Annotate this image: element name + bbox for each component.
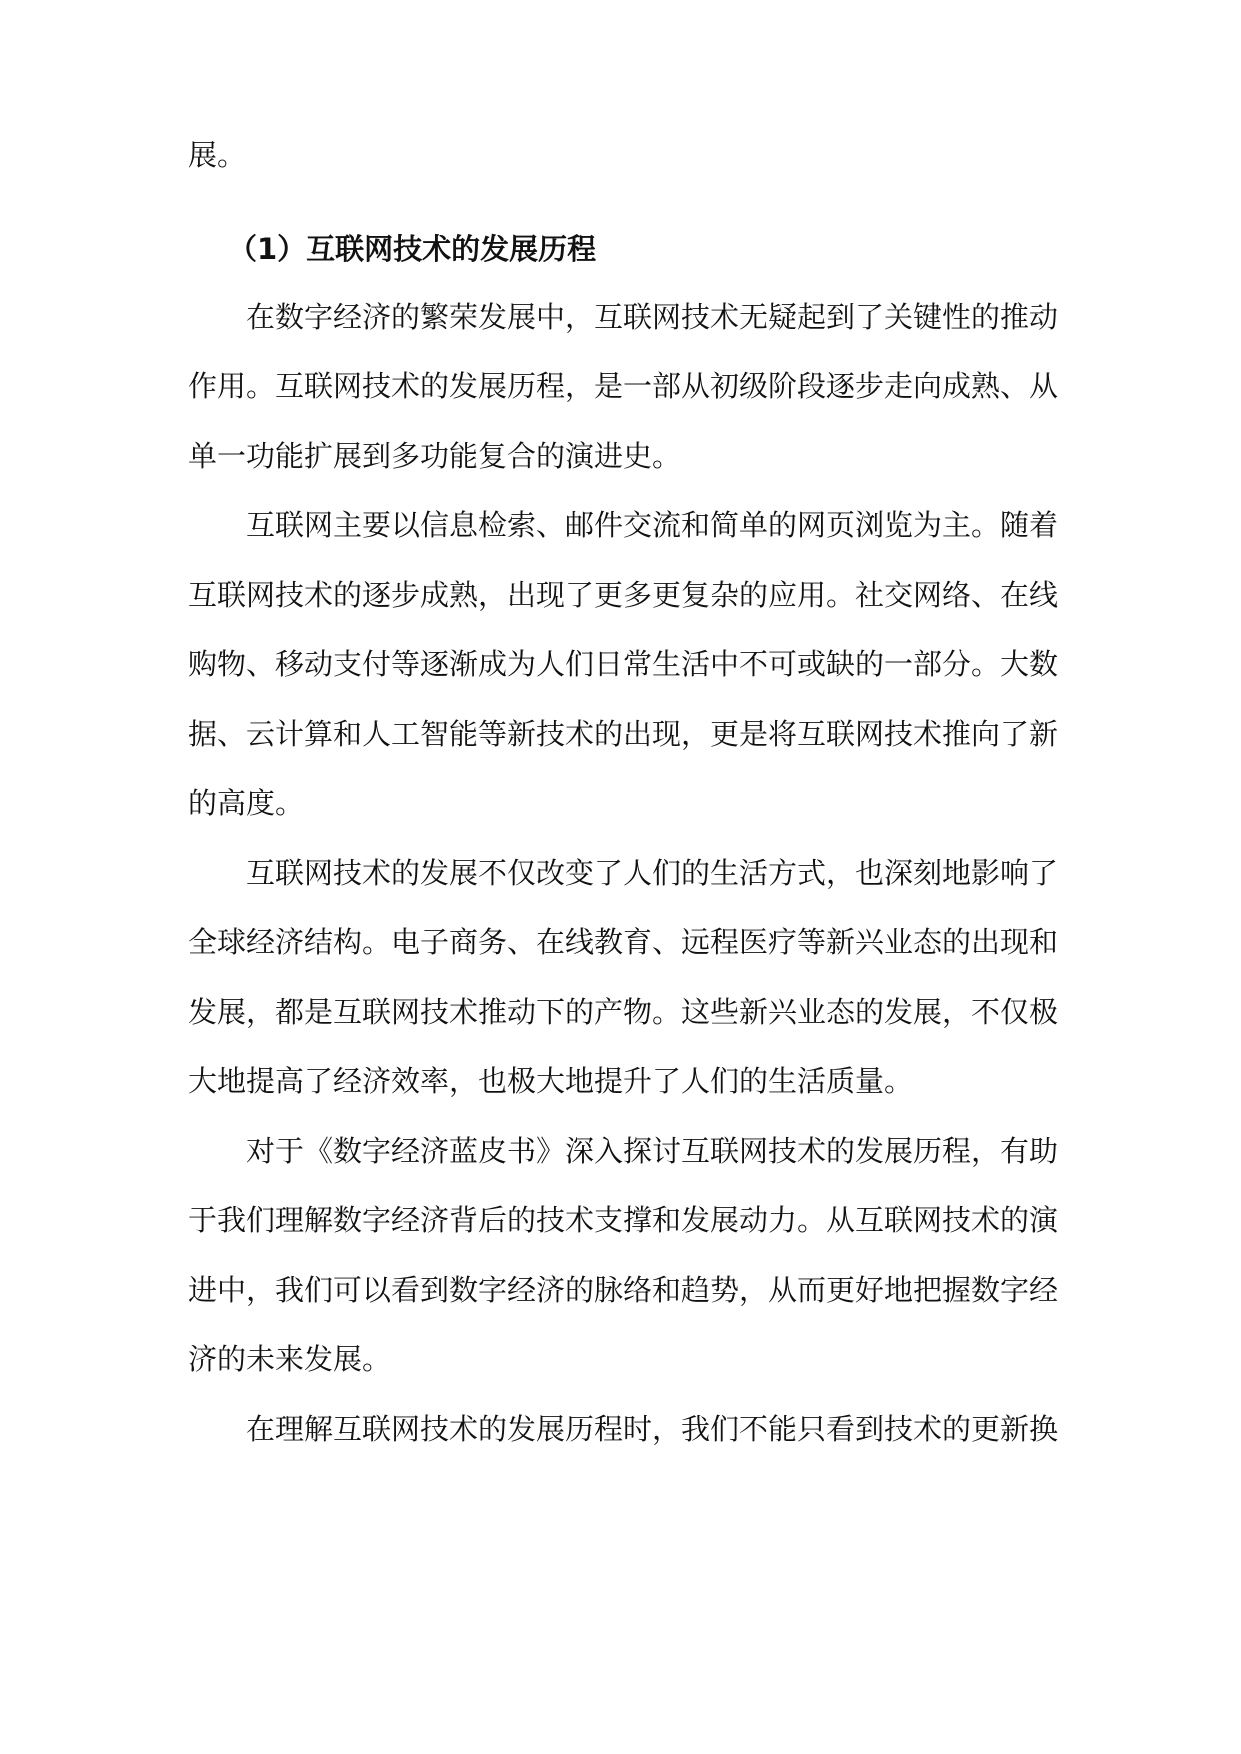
text-line: 在理解互联网技术的发展历程时，我们不能只看到技术的更新换: [246, 1412, 1059, 1446]
text-line: 互联网技术的逐步成熟，出现了更多更复杂的应用。社交网络、在线: [188, 578, 1059, 612]
text-line: 大地提高了经济效率，也极大地提升了人们的生活质量。: [188, 1064, 914, 1098]
section-heading: （1）互联网技术的发展历程: [228, 232, 597, 266]
text-line: 据、云计算和人工智能等新技术的出现，更是将互联网技术推向了新: [188, 717, 1059, 751]
text-line: 互联网主要以信息检索、邮件交流和简单的网页浏览为主。随着: [246, 508, 1059, 542]
text-line: 于我们理解数字经济背后的技术支撑和发展动力。从互联网技术的演: [188, 1203, 1059, 1237]
text-line: 在数字经济的繁荣发展中，互联网技术无疑起到了关键性的推动: [246, 300, 1059, 334]
text-line: 互联网技术的发展不仅改变了人们的生活方式，也深刻地影响了: [246, 856, 1059, 890]
text-line: 全球经济结构。电子商务、在线教育、远程医疗等新兴业态的出现和: [188, 925, 1059, 959]
text-line: 对于《数字经济蓝皮书》深入探讨互联网技术的发展历程，有助: [246, 1134, 1059, 1168]
text-line: 购物、移动支付等逐渐成为人们日常生活中不可或缺的一部分。大数: [188, 647, 1059, 681]
text-line: 展。: [188, 138, 247, 172]
text-line: 发展，都是互联网技术推动下的产物。这些新兴业态的发展，不仅极: [188, 995, 1059, 1029]
text-line: 单一功能扩展到多功能复合的演进史。: [188, 439, 682, 473]
text-line: 作用。互联网技术的发展历程，是一部从初级阶段逐步走向成熟、从: [188, 369, 1059, 403]
text-line: 进中，我们可以看到数字经济的脉络和趋势，从而更好地把握数字经: [188, 1273, 1059, 1307]
text-line: 济的未来发展。: [188, 1342, 392, 1376]
text-line: 的高度。: [188, 786, 305, 820]
